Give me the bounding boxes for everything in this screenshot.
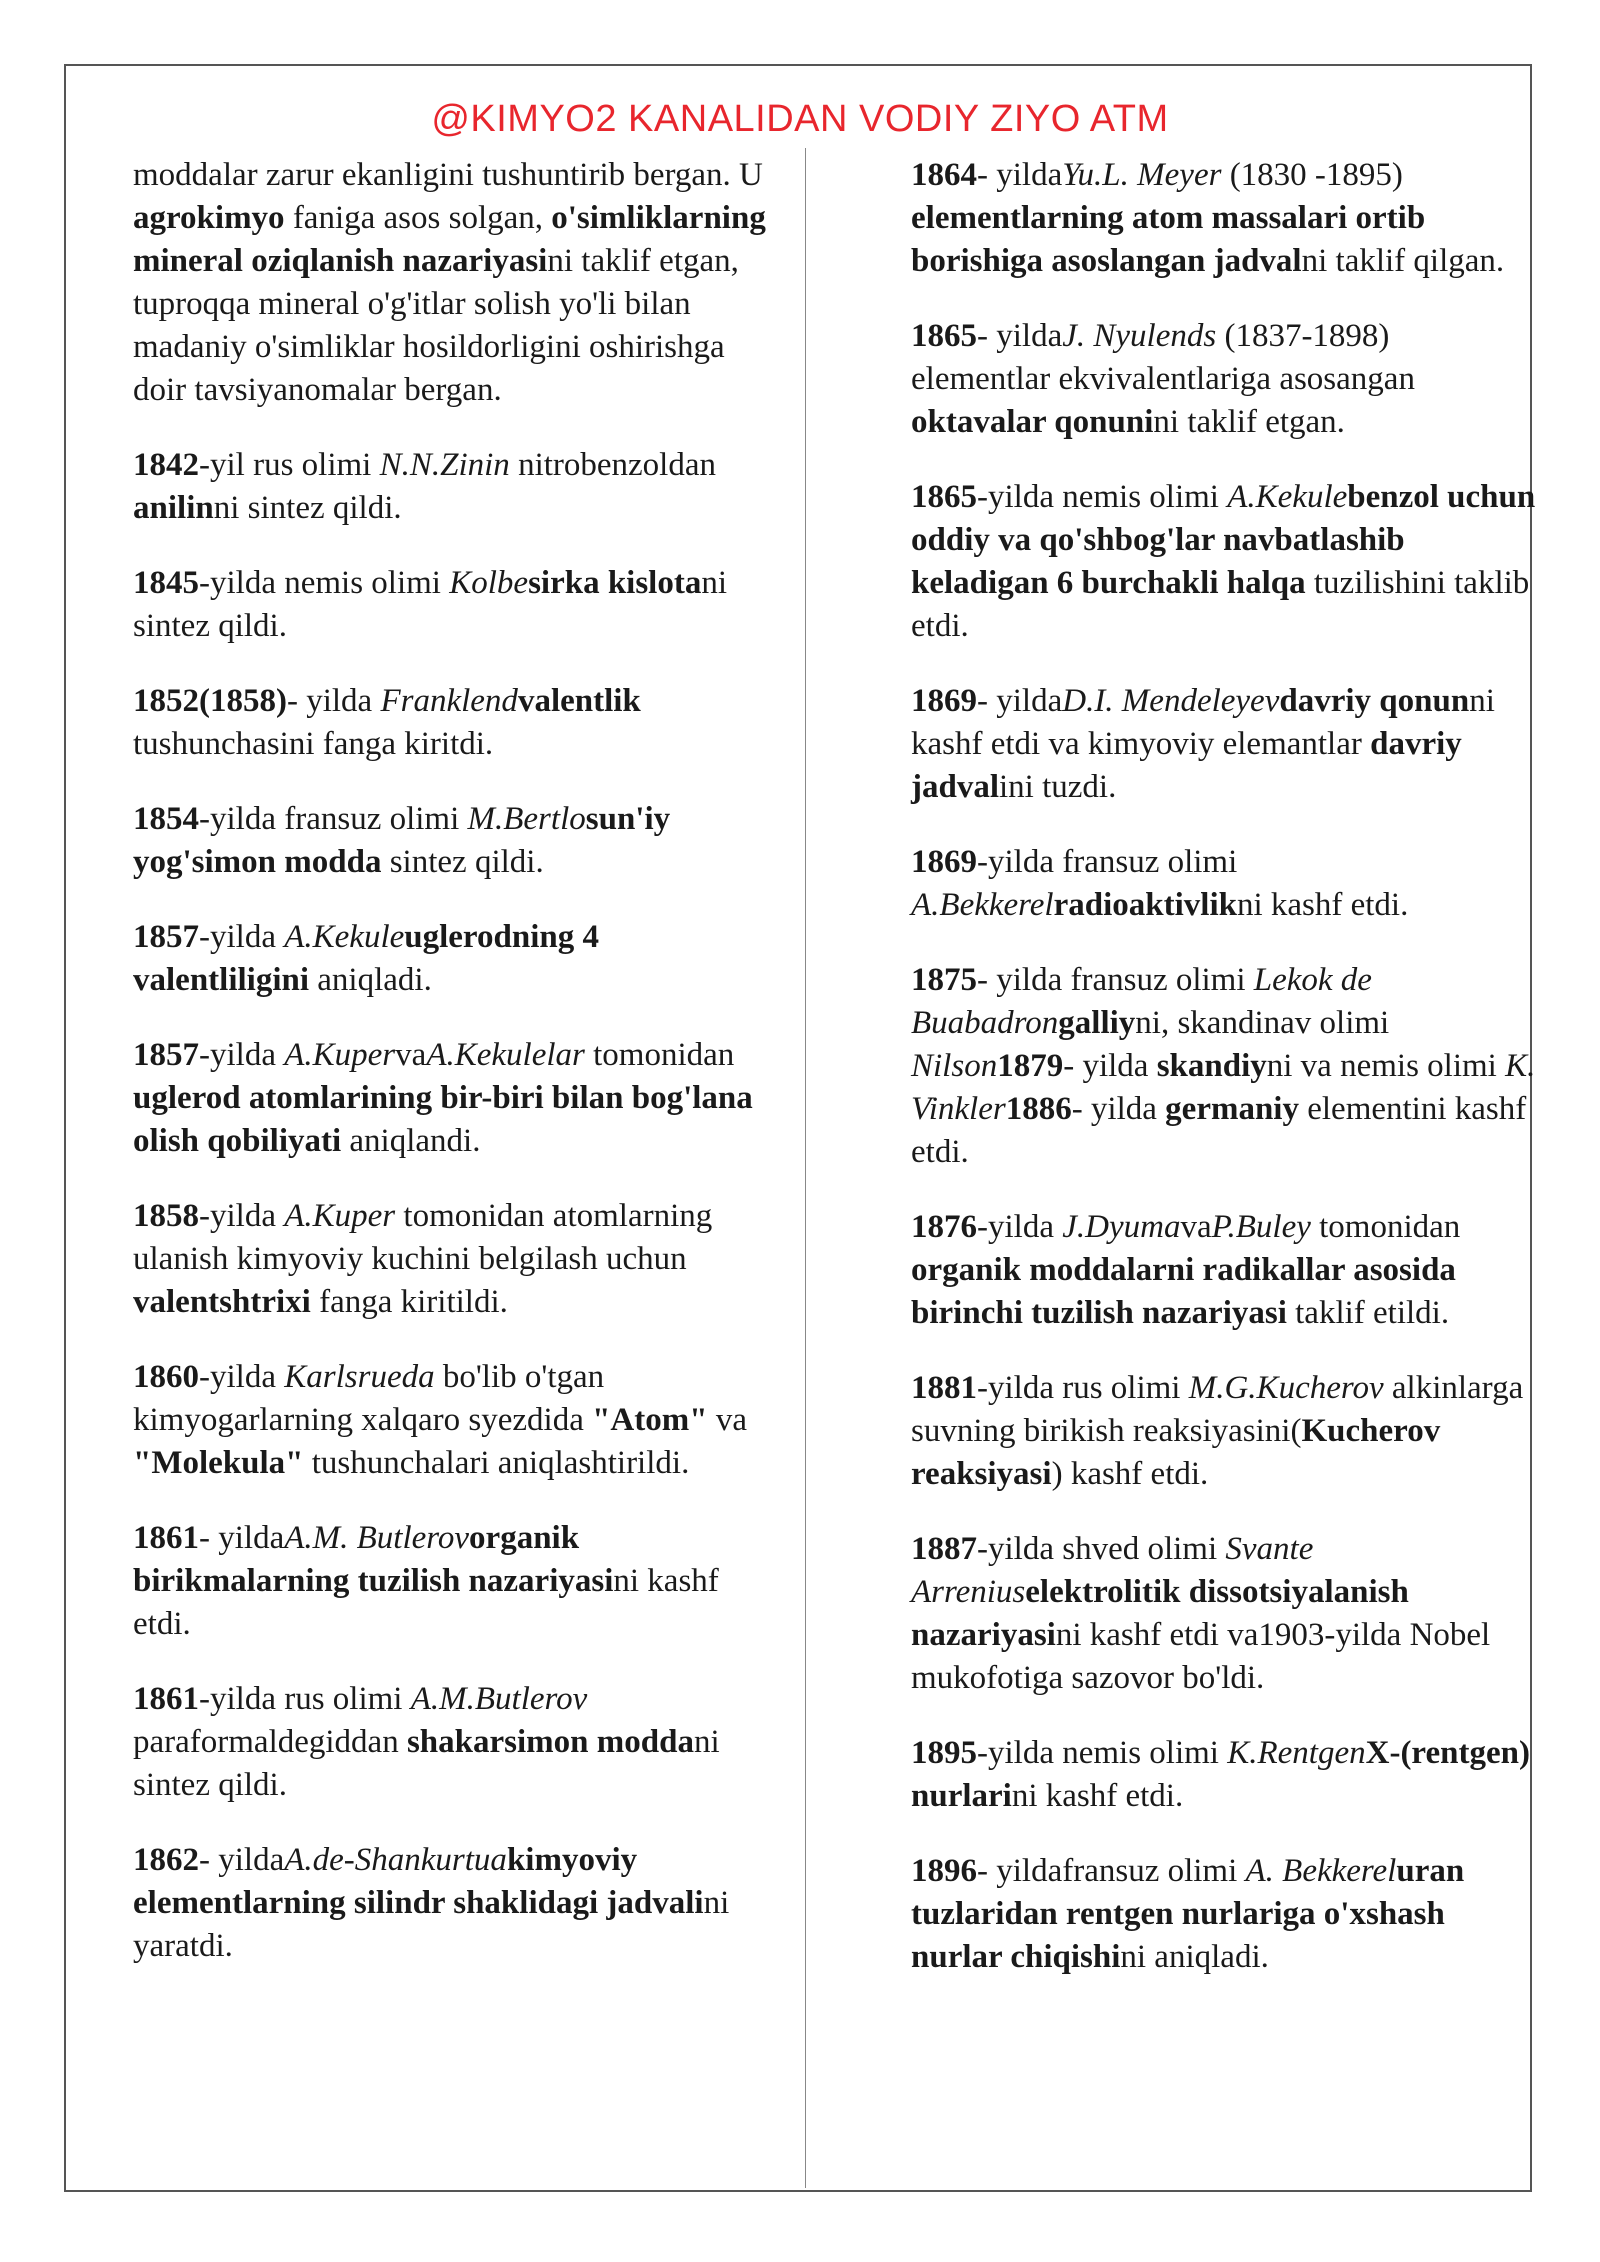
text-run: tomonidan (584, 1037, 735, 1073)
italic-text: A.Bekkerel (911, 887, 1054, 923)
bold-text: davriy jadval (911, 726, 1462, 805)
history-entry (133, 680, 773, 766)
bold-text: elementlarning atom massalari ortib borishiga asoslangan jadval (911, 200, 1426, 279)
history-entry (133, 1034, 773, 1163)
bold-text: 1857 (133, 919, 199, 955)
italic-text: J.Dyuma (1062, 1209, 1181, 1245)
text-run: ini tuzdi. (999, 769, 1117, 805)
italic-text: M.G.Kucherov (1188, 1370, 1384, 1406)
italic-text: P.Buley (1211, 1209, 1311, 1245)
bold-text: organik moddalarni radikallar asosida birinchi tuzilish nazariyasi (911, 1252, 1456, 1331)
history-entry (911, 1528, 1536, 1700)
text-run: ni, skandinav olimi (1135, 1005, 1390, 1041)
bold-text: 1864 (911, 157, 977, 193)
text-run: - yildafransuz olimi (977, 1853, 1246, 1889)
bold-text: 1895 (911, 1735, 977, 1771)
italic-text: K. Vinkler (911, 1048, 1536, 1127)
italic-text: Nilson (911, 1048, 998, 1084)
bold-text: germaniy (1165, 1091, 1299, 1127)
text-run: ni kashf etdi. (1011, 1778, 1184, 1814)
text-run: -yilda nemis olimi (977, 1735, 1228, 1771)
bold-text: o'simliklarning mineral oziqlanish nazariyasi (133, 200, 766, 279)
italic-text: A.de-Shankurtua (284, 1842, 507, 1878)
text-run: sintez qildi. (381, 844, 544, 880)
bold-text: organik birikmalarning tuzilish nazariyasi (133, 1520, 614, 1599)
history-entry (911, 841, 1536, 927)
history-entry (133, 1517, 773, 1646)
bold-text: benzol uchun oddiy va qo'shbog'lar navbatlashib keladigan 6 burchakli halqa (911, 479, 1536, 601)
history-entry (911, 1206, 1536, 1335)
history-entry (133, 1356, 773, 1485)
text-run: ni kashf etdi. (133, 1563, 719, 1642)
text-run: - yilda (199, 1520, 285, 1556)
bold-text: "Atom" (592, 1402, 708, 1438)
text-run: - yilda (1071, 1091, 1166, 1127)
bold-text: uglerodning 4 valentliligini (133, 919, 599, 998)
text-run: - yilda fransuz olimi (977, 962, 1254, 998)
text-run: - yilda (199, 1842, 285, 1878)
history-entry (133, 562, 773, 648)
text-run: -yilda (199, 1198, 285, 1234)
text-run: -yilda (199, 919, 285, 955)
bold-text: galliy (1058, 1005, 1136, 1041)
bold-text: sun'iy yog'simon modda (133, 801, 671, 880)
text-run: va (707, 1402, 747, 1438)
bold-text: skandiy (1156, 1048, 1267, 1084)
text-run: elementini kashf etdi. (911, 1091, 1527, 1170)
bold-text: 1875 (911, 962, 977, 998)
bold-text: radioaktivlik (1053, 887, 1237, 923)
italic-text: M.Bertlo (467, 801, 586, 837)
bold-text: "Molekula" (133, 1445, 304, 1481)
text-run: -yilda (199, 1359, 285, 1395)
bold-text: sirka kislota (528, 565, 702, 601)
text-run: (1830 -1895) (1221, 157, 1403, 193)
channel-header: @KIMYO2 KANALIDAN VODIY ZIYO ATM (431, 98, 1169, 140)
text-run: ni sintez qildi. (133, 1724, 720, 1803)
bold-text: 1865 (911, 318, 977, 354)
italic-text: J. Nyulends (1062, 318, 1217, 354)
bold-text: 1852(1858) (133, 683, 287, 719)
history-entry (133, 1678, 773, 1807)
bold-text: 1879 (997, 1048, 1064, 1084)
text-run: -yilda (199, 1037, 285, 1073)
bold-text: 1869 (911, 683, 977, 719)
text-run: ni aniqladi. (1120, 1939, 1269, 1975)
text-run: -yilda fransuz olimi (199, 801, 468, 837)
text-run: -yilda fransuz olimi (977, 844, 1238, 880)
left-column (133, 154, 773, 2000)
text-run: tuzilishini taklib etdi. (911, 565, 1530, 644)
italic-text: K.Rentgen (1227, 1735, 1366, 1771)
bold-text: 1845 (133, 565, 199, 601)
bold-text: X-(rentgen) nurlari (911, 1735, 1530, 1814)
bold-text: 1862 (133, 1842, 199, 1878)
bold-text: 1876 (911, 1209, 977, 1245)
italic-text: D.I. Mendeleyev (1062, 683, 1280, 719)
history-entry (911, 1850, 1536, 1979)
history-entry (911, 315, 1536, 444)
bold-text: uran tuzlaridan rentgen nurlariga o'xshash nurlar chiqishi (911, 1853, 1465, 1975)
text-run: ni kashf etdi. (1236, 887, 1409, 923)
bold-text: 1861 (133, 1520, 199, 1556)
text-run: ni yaratdi. (133, 1885, 730, 1964)
text-run: nitrobenzoldan (509, 447, 716, 483)
text-run: fanga kiritildi. (310, 1284, 508, 1320)
bold-text: shakarsimon modda (406, 1724, 694, 1760)
bold-text: 1854 (133, 801, 199, 837)
bold-text: 1842 (133, 447, 199, 483)
text-run: va (1180, 1209, 1212, 1245)
text-run: -yilda shved olimi (977, 1531, 1226, 1567)
bold-text: kimyoviy elementlarning silindr shaklidagi jadvali (133, 1842, 704, 1921)
italic-text: Svante Arrenius (911, 1531, 1314, 1610)
text-run: ) kashf etdi. (1051, 1456, 1209, 1492)
bold-text: 1865 (911, 479, 977, 515)
bold-text: 1860 (133, 1359, 199, 1395)
text-run: va (395, 1037, 427, 1073)
history-entry (911, 959, 1536, 1174)
history-entry (133, 798, 773, 884)
text-run: bo'lib o'tgan kimyogarlarning xalqaro syezdida (133, 1359, 605, 1438)
text-run: ni kashf etdi va1903-yilda Nobel mukofotiga sazovor bo'ldi. (911, 1617, 1491, 1696)
text-run: -yilda rus olimi (199, 1681, 411, 1717)
history-entry (133, 444, 773, 530)
italic-text: A.M. Butlerov (284, 1520, 470, 1556)
italic-text: A.M.Butlerov (410, 1681, 588, 1717)
text-run: moddalar zarur ekanligini tushuntirib bergan. U (133, 157, 763, 193)
text-run: tomonidan (1310, 1209, 1461, 1245)
italic-text: A.Kuper (284, 1198, 396, 1234)
italic-text: Karlsrueda (284, 1359, 435, 1395)
history-entry (911, 1367, 1536, 1496)
text-run: ni taklif etgan, tuproqqa mineral o'g'itlar solish yo'li bilan madaniy o'simliklar hosildorligini oshirishga doir tavsiyanomalar bergan. (133, 243, 739, 408)
bold-text: 1886 (1005, 1091, 1072, 1127)
bold-text: 1857 (133, 1037, 199, 1073)
text-run: taklif etildi. (1286, 1295, 1450, 1331)
history-entry (133, 1839, 773, 1968)
history-entry (133, 1195, 773, 1324)
text-run: -yil rus olimi (199, 447, 380, 483)
history-entry (911, 680, 1536, 809)
text-run: faniga asos solgan, (284, 200, 552, 236)
text-run: aniqlandi. (341, 1123, 481, 1159)
history-entry (911, 1732, 1536, 1818)
text-run: - yilda (286, 683, 381, 719)
text-run: - yilda (977, 318, 1063, 354)
bold-text: oktavalar qonuni (911, 404, 1154, 440)
history-entry (133, 916, 773, 1002)
bold-text: 1896 (911, 1853, 977, 1889)
italic-text: N.N.Zinin (379, 447, 510, 483)
text-run: aniqladi. (309, 962, 432, 998)
bold-text: 1887 (911, 1531, 977, 1567)
text-run: -yilda nemis olimi (199, 565, 450, 601)
bold-text: anilin (133, 490, 214, 526)
italic-text: A.Kekule (284, 919, 405, 955)
text-run: tomonidan atomlarning ulanish kimyoviy kuchini belgilash uchun (133, 1198, 713, 1277)
text-run: - yilda (977, 157, 1063, 193)
italic-text: A. Bekkerel (1245, 1853, 1397, 1889)
text-run: paraformaldegiddan (133, 1724, 407, 1760)
bold-text: valentlik (517, 683, 641, 719)
bold-text: uglerod atomlarining bir-biri bilan bog'lana olish qobiliyati (133, 1080, 753, 1159)
text-run: ni taklif qilgan. (1301, 243, 1505, 279)
text-run: ni sintez qildi. (213, 490, 402, 526)
bold-text: 1881 (911, 1370, 977, 1406)
italic-text: Kolbe (449, 565, 529, 601)
text-run: -yilda nemis olimi (977, 479, 1228, 515)
text-run: - yilda (977, 683, 1063, 719)
text-run: tushunchalari aniqlashtirildi. (303, 1445, 690, 1481)
history-entry (911, 154, 1536, 283)
text-run: ni sintez qildi. (133, 565, 728, 644)
column-divider (805, 148, 806, 2188)
text-run: alkinlarga suvning birikish reaksiyasini( (911, 1370, 1524, 1449)
bold-text: davriy qonun (1279, 683, 1470, 719)
italic-text: Franklend (380, 683, 518, 719)
bold-text: valentshtrixi (133, 1284, 311, 1320)
history-entry (133, 154, 773, 412)
text-run: (1837-1898) elementlar ekvivalentlariga asosangan (911, 318, 1415, 397)
bold-text: Kucherov reaksiyasi (911, 1413, 1441, 1492)
history-entry (911, 476, 1536, 648)
text-run: -yilda rus olimi (977, 1370, 1189, 1406)
right-column (911, 154, 1536, 2011)
bold-text: 1869 (911, 844, 977, 880)
text-run: tushunchasini fanga kiritdi. (133, 726, 494, 762)
italic-text: A.Kekulelar (426, 1037, 585, 1073)
bold-text: elektrolitik dissotsiyalanish nazariyasi (911, 1574, 1409, 1653)
text-run: ni va nemis olimi (1266, 1048, 1506, 1084)
text-run: ni kashf etdi va kimyoviy elemantlar (911, 683, 1495, 762)
italic-text: A.Kekule (1227, 479, 1348, 515)
italic-text: Lekok de Buabadron (911, 962, 1372, 1041)
text-run: -yilda (977, 1209, 1063, 1245)
italic-text: Yu.L. Meyer (1062, 157, 1222, 193)
italic-text: A.Kuper (284, 1037, 396, 1073)
bold-text: 1861 (133, 1681, 199, 1717)
bold-text: 1858 (133, 1198, 199, 1234)
text-run: - yilda (1063, 1048, 1157, 1084)
text-run: ni taklif etgan. (1153, 404, 1345, 440)
bold-text: agrokimyo (133, 200, 285, 236)
